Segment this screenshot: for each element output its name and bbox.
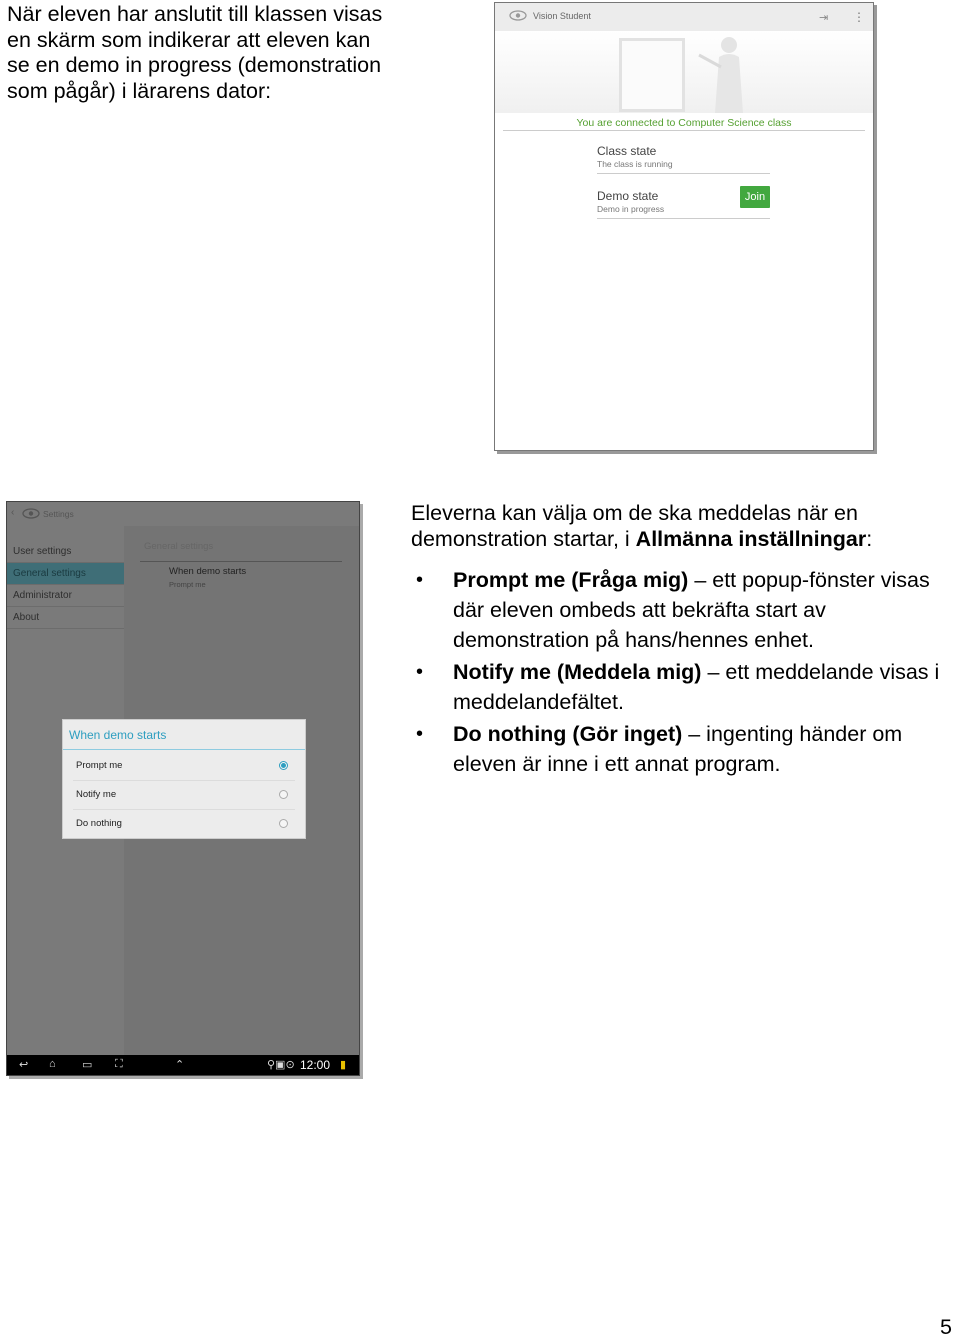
back-chevron-icon[interactable]: ‹ <box>11 507 15 518</box>
option-do-nothing[interactable] <box>63 809 305 838</box>
list-item: • Notify me (Meddela mig) – ett meddelande visas i meddelandefältet. <box>411 657 960 717</box>
option-label: Do nothing <box>76 818 122 829</box>
setting-value: Prompt me <box>169 580 206 589</box>
divider <box>503 130 865 131</box>
eye-logo-icon <box>509 10 527 21</box>
vision-student-screenshot <box>494 2 874 451</box>
dialog-title: When demo starts <box>69 728 167 742</box>
divider <box>140 561 342 562</box>
radio-icon[interactable] <box>279 790 288 799</box>
option-list <box>411 565 960 781</box>
divider <box>597 173 770 174</box>
demo-state-label: Demo state <box>597 189 659 203</box>
battery-icon: ▮ <box>340 1059 347 1071</box>
overflow-menu-icon[interactable]: ⋮ <box>853 10 865 24</box>
sidebar-item-general-settings[interactable]: General settings <box>7 563 124 585</box>
page-number: 5 <box>940 1315 952 1339</box>
list-item: • Prompt me (Fråga mig) – ett popup-fönster visas där eleven ombeds att bekräfta start av demonstration på hans/hennes enhet. <box>411 565 960 655</box>
system-navigation-bar <box>7 1055 359 1075</box>
radio-selected-icon[interactable] <box>279 761 288 770</box>
teacher-illustration <box>695 33 755 113</box>
demo-state-value: Demo in progress <box>597 204 665 214</box>
class-state-label: Class state <box>597 144 657 158</box>
status-clock: 12:00 <box>300 1058 331 1072</box>
panel-heading: General settings <box>144 541 214 552</box>
sidebar-item-administrator[interactable]: Administrator <box>7 585 124 607</box>
chevron-up-icon[interactable]: ⌃ <box>175 1059 185 1071</box>
exit-icon[interactable]: ⇥ <box>819 12 829 24</box>
divider <box>597 218 770 219</box>
when-demo-starts-dialog <box>62 719 306 839</box>
settings-title: Settings <box>43 509 74 519</box>
general-settings-term: Allmänna inställningar <box>635 526 867 551</box>
recent-apps-icon[interactable]: ▭ <box>82 1059 93 1071</box>
settings-screenshot <box>6 501 360 1076</box>
option-label: Prompt me <box>76 760 123 771</box>
option-notify-me[interactable] <box>63 780 305 809</box>
join-button[interactable]: Join <box>740 186 770 208</box>
class-state-value: The class is running <box>597 159 673 169</box>
home-icon[interactable]: ⌂ <box>49 1058 56 1070</box>
option-prompt-me[interactable] <box>63 751 305 780</box>
settings-explanation: Eleverna kan välja om de ska meddelas när en demonstration startar, i Allmänna inställningar: <box>411 501 873 551</box>
whiteboard-illustration <box>619 38 685 112</box>
list-item: • Do nothing (Gör inget) – ingenting händer om eleven är inne i ett annat program. <box>411 719 960 779</box>
intro-paragraph: När eleven har anslutit till klassen visas en skärm som indikerar att eleven kan se en demo in progress (demonstration som pågår) i lärarens dator: <box>7 2 383 103</box>
radio-icon[interactable] <box>279 819 288 828</box>
option-label: Notify me <box>76 789 117 800</box>
dialog-divider <box>63 749 305 750</box>
sidebar-item-user-settings[interactable]: User settings <box>7 541 124 563</box>
sidebar-item-about[interactable]: About <box>7 607 124 629</box>
status-icons: ⚲▣⊙ <box>267 1059 295 1071</box>
app-title: Vision Student <box>533 11 591 21</box>
eye-logo-icon <box>22 508 40 519</box>
connected-message: You are connected to Computer Science class <box>576 117 792 129</box>
setting-when-demo-starts[interactable]: When demo starts <box>169 566 247 577</box>
screenshot-icon[interactable]: ⛶ <box>115 1058 123 1070</box>
back-icon[interactable]: ↩ <box>19 1059 29 1071</box>
